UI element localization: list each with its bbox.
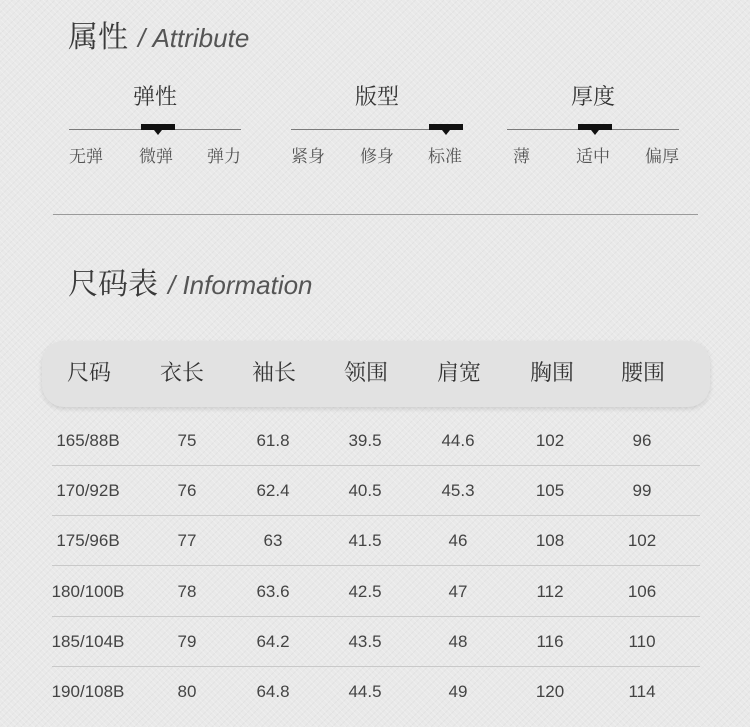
- attribute-options: [507, 142, 679, 166]
- attribute-scale: [291, 124, 463, 138]
- cell: 108: [535, 531, 565, 550]
- cell: 40.5: [348, 481, 382, 500]
- option-label: 无弹: [69, 147, 103, 167]
- header-shoulder: 肩宽: [436, 361, 482, 386]
- table-row: [52, 516, 700, 566]
- cell-size: 180/100B: [51, 582, 125, 601]
- table-row: [52, 617, 700, 667]
- cell-size: 185/104B: [51, 632, 125, 651]
- cell: 62.4: [256, 481, 290, 500]
- cell: 44.5: [348, 682, 382, 701]
- option-label: 弹力: [207, 147, 241, 167]
- cell: 44.6: [441, 431, 475, 450]
- cell: 39.5: [348, 431, 382, 450]
- option-label: 紧身: [291, 147, 325, 167]
- cell: 63.6: [256, 582, 290, 601]
- cell: 42.5: [348, 582, 382, 601]
- cell: 45.3: [441, 481, 475, 500]
- size-chart-title: [68, 259, 313, 303]
- cell: 99: [632, 481, 652, 500]
- size-chart-title-cn: 尺码表: [68, 267, 158, 302]
- header-size: 尺码: [66, 361, 112, 386]
- cell: 114: [628, 682, 656, 701]
- cell: 64.8: [256, 682, 290, 701]
- option-label: 偏厚: [645, 147, 679, 167]
- attribute-name: 厚度: [570, 85, 615, 110]
- option-label: 薄: [513, 147, 530, 167]
- cell: 78: [177, 582, 197, 601]
- option-label-selected: 标准: [428, 147, 462, 167]
- row-divider: [52, 565, 700, 566]
- cell: 49: [448, 682, 468, 701]
- cell: 96: [632, 431, 652, 450]
- table-row: [52, 416, 700, 466]
- cell: 102: [535, 431, 565, 450]
- table-row: [52, 567, 700, 617]
- option-label-selected: 适中: [576, 147, 610, 167]
- attribute-group-fit: [291, 82, 463, 166]
- cell: 61.8: [256, 431, 290, 450]
- scale-marker: [578, 124, 612, 130]
- cell: 120: [535, 682, 565, 701]
- option-label-selected: 微弹: [139, 147, 173, 167]
- cell: 106: [627, 582, 657, 601]
- cell-size: 170/92B: [56, 481, 120, 500]
- cell: 63: [263, 531, 283, 550]
- attribute-title: [68, 12, 249, 56]
- cell: 46: [448, 531, 468, 550]
- cell: 116: [536, 632, 564, 651]
- cell: 77: [177, 531, 197, 550]
- cell: 76: [177, 481, 197, 500]
- cell: 79: [177, 632, 197, 651]
- size-table-header: [42, 341, 710, 407]
- cell-size: 175/96B: [56, 531, 120, 550]
- cell: 112: [536, 582, 564, 601]
- header-length: 衣长: [159, 361, 205, 386]
- attribute-options: [69, 142, 241, 166]
- cell: 43.5: [348, 632, 382, 651]
- attribute-title-en: / Attribute: [138, 23, 250, 53]
- attribute-scale: [507, 124, 679, 138]
- table-row: [52, 466, 700, 516]
- cell: 48: [448, 632, 468, 651]
- cell: 41.5: [348, 531, 382, 550]
- cell: 102: [627, 531, 657, 550]
- cell: 64.2: [256, 632, 290, 651]
- cell: 75: [177, 431, 197, 450]
- attribute-group-thickness: [507, 82, 679, 166]
- cell: 105: [535, 481, 565, 500]
- scale-marker: [429, 124, 463, 130]
- option-label: 修身: [360, 147, 394, 167]
- attribute-name: 弹性: [132, 85, 177, 110]
- cell-size: 165/88B: [56, 431, 120, 450]
- attribute-name: 版型: [354, 85, 399, 110]
- cell: 47: [448, 582, 468, 601]
- header-sleeve: 袖长: [251, 361, 297, 386]
- scale-marker: [141, 124, 175, 130]
- attribute-scale: [69, 124, 241, 138]
- section-divider: [53, 214, 698, 215]
- attribute-title-cn: 属性: [68, 20, 128, 55]
- cell: 110: [628, 632, 656, 651]
- size-chart-title-en: / Information: [168, 270, 313, 300]
- header-waist: 腰围: [620, 361, 666, 386]
- attribute-options: [291, 142, 463, 166]
- table-row: [52, 667, 700, 717]
- header-collar: 领围: [343, 361, 389, 386]
- attribute-group-elasticity: [69, 82, 241, 166]
- cell-size: 190/108B: [51, 682, 125, 701]
- cell: 80: [177, 682, 197, 701]
- header-chest: 胸围: [529, 361, 575, 386]
